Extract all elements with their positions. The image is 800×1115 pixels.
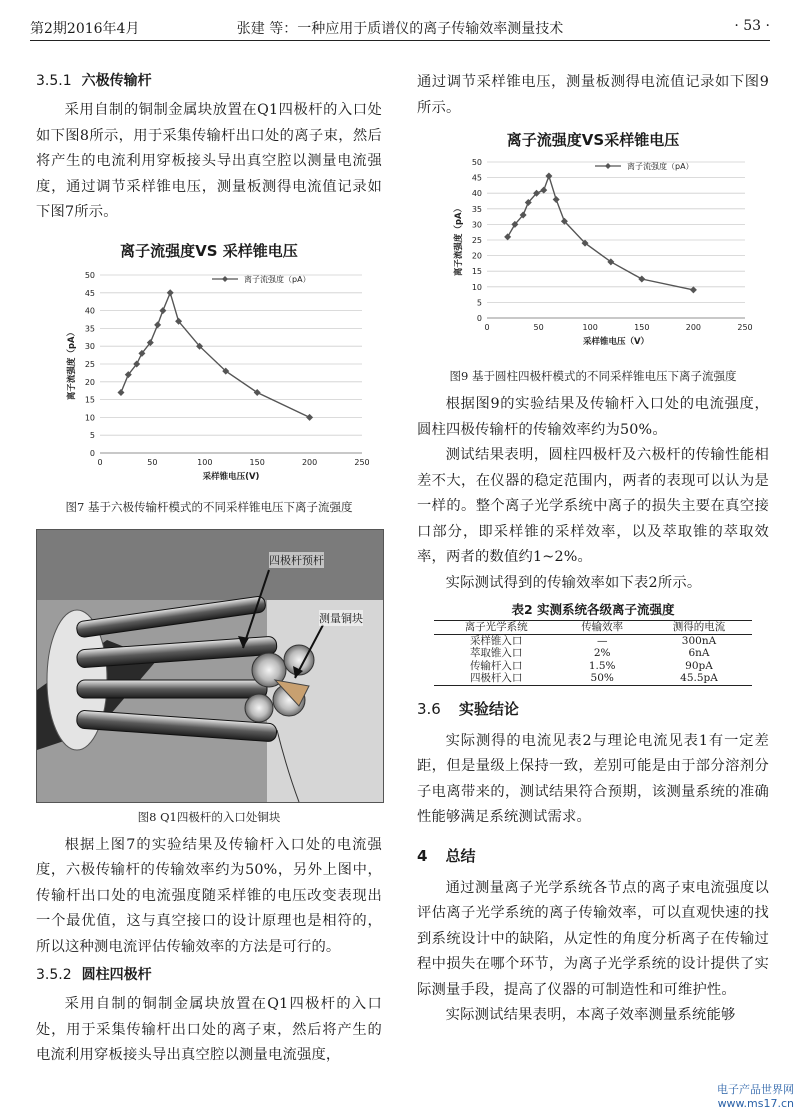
section-number: 4 bbox=[417, 846, 428, 865]
paragraph: 通过测量离子光学系统各节点的离子束电流强度以评估离子光学系统的离子传输效率，可以直观快速的找到系统设计中的缺陷，从定性的角度分析离子在传输过程中损失在哪个环节，为离子光学系统的设计提供了实际测量手段，提高了仪器的可制造性和可维护性。 bbox=[417, 879, 769, 998]
figure-9 bbox=[417, 129, 769, 384]
data-point bbox=[504, 233, 511, 240]
y-tick-label: 5 bbox=[476, 298, 482, 308]
paragraph: 实际测试结果表明，本离子效率测量系统能够 bbox=[445, 1007, 736, 1023]
figure-7 bbox=[36, 240, 382, 515]
watermark-line: 电子产品世界网 bbox=[717, 1083, 794, 1096]
column-header: 离子光学系统 bbox=[464, 621, 528, 633]
x-tick-label: 200 bbox=[685, 323, 702, 332]
data-point bbox=[306, 413, 313, 420]
y-tick-label: 10 bbox=[84, 412, 95, 422]
paragraph: 根据图9的实验结果及传输杆入口处的电流强度，圆柱四极传输杆的传输效率约为50%。 bbox=[417, 396, 769, 438]
x-tick-label: 0 bbox=[484, 323, 490, 332]
paragraph: 测试结果表明，圆柱四极杆及六极杆的传输性能相差不大，在仪器的稳定范围内，两者的表现可以认为是一样的。整个离子光学系统中离子的损失主要在真空接口部分，即采样锥的采样效率，以及萃取锥的萃取效率，两者的数值约1~2%。 bbox=[417, 447, 769, 565]
data-point bbox=[540, 187, 547, 194]
figure-caption: 图8 Q1四极杆的入口处铜块 bbox=[137, 809, 281, 824]
section-heading-3-5-1 bbox=[36, 70, 382, 90]
y-tick-label: 35 bbox=[471, 204, 482, 214]
table-cell: 四极杆入口 bbox=[469, 672, 523, 684]
table-cell: 萃取锥入口 bbox=[469, 647, 523, 659]
section-title: 圆柱四极杆 bbox=[81, 967, 152, 983]
y-tick-label: 25 bbox=[471, 236, 482, 245]
x-tick-label: 0 bbox=[97, 457, 103, 467]
photo-label-rod: 四极杆预杆 bbox=[269, 553, 324, 567]
running-header bbox=[30, 14, 770, 41]
column-header: 测得的电流 bbox=[672, 621, 726, 633]
data-point bbox=[638, 276, 645, 283]
table-header-row bbox=[434, 621, 752, 635]
section-number: 3.5.2 bbox=[36, 967, 72, 983]
column-header: 传输效率 bbox=[581, 621, 624, 633]
legend-marker bbox=[605, 163, 611, 169]
table-cell: — bbox=[596, 634, 608, 647]
data-point bbox=[690, 286, 697, 293]
section-heading-3-5-2 bbox=[36, 964, 382, 984]
data-point bbox=[545, 173, 552, 180]
running-title: 张建 等：一种应用于质谱仪的离子传输效率测量技术 bbox=[236, 21, 564, 37]
table-row bbox=[434, 672, 752, 685]
table-cell: 45.5pA bbox=[680, 672, 718, 684]
y-tick-label: 40 bbox=[84, 306, 95, 316]
figure-9-chart bbox=[417, 150, 769, 360]
section-number: 3.5.1 bbox=[36, 73, 72, 89]
data-point bbox=[117, 388, 124, 395]
section-title: 总结 bbox=[445, 846, 476, 865]
copper-block-photo bbox=[36, 529, 384, 803]
y-tick-label: 5 bbox=[89, 430, 95, 440]
y-tick-label: 0 bbox=[476, 314, 482, 323]
section-title: 实验结论 bbox=[458, 699, 519, 718]
data-point bbox=[553, 196, 560, 203]
x-tick-label: 50 bbox=[533, 323, 544, 332]
y-tick-label: 50 bbox=[84, 270, 95, 280]
y-tick-label: 10 bbox=[471, 282, 482, 292]
section-number: 3.6 bbox=[417, 699, 441, 718]
chart-title: 离子流强度VS 采样锥电压 bbox=[120, 241, 298, 260]
y-tick-label: 0 bbox=[89, 448, 95, 458]
x-tick-label: 200 bbox=[301, 457, 318, 467]
table-cell: 1.5% bbox=[588, 659, 616, 672]
legend-label: 离子流强度（pA） bbox=[627, 162, 694, 171]
section-heading-4 bbox=[417, 845, 769, 866]
photo-illustration bbox=[37, 530, 383, 802]
legend-label: 离子流强度（pA） bbox=[244, 274, 311, 284]
paragraph: 根据上图7的实验结果及传输杆入口处的电流强度，六极传输杆的传输效率约为50%，另外上图中，传输杆出口处的电流强度随采样锥的电压改变表现出一个最优值，这与真空接口的设计原理也是相符的，所以这种测电流评估传输效率的方法是可行的。 bbox=[36, 836, 382, 955]
table-row bbox=[434, 660, 752, 673]
x-tick-label: 150 bbox=[634, 323, 650, 332]
section-heading-3-6 bbox=[417, 698, 769, 719]
x-tick-label: 100 bbox=[582, 323, 598, 332]
table-cell: 采样锥入口 bbox=[469, 634, 523, 647]
section-title: 六极传输杆 bbox=[81, 73, 152, 89]
right-column bbox=[417, 70, 769, 1029]
table-cell: 传输杆入口 bbox=[469, 659, 523, 672]
figure-caption: 图9 基于圆柱四极杆模式的不同采样锥电压下离子流强度 bbox=[449, 369, 737, 383]
y-tick-label: 45 bbox=[84, 288, 95, 298]
table-title: 表2 实测系统各级离子流强度 bbox=[511, 602, 675, 617]
watermark-url: www.ms17.cn bbox=[717, 1097, 794, 1110]
y-tick-label: 25 bbox=[84, 359, 95, 369]
y-tick-label: 45 bbox=[471, 173, 482, 183]
y-tick-label: 30 bbox=[84, 341, 95, 351]
left-column bbox=[36, 66, 382, 1069]
y-tick-label: 15 bbox=[84, 395, 95, 405]
y-axis-label: 离子流强度（pA） bbox=[454, 203, 464, 277]
x-tick-label: 150 bbox=[249, 457, 265, 467]
table-cell: 90pA bbox=[685, 659, 713, 672]
x-axis-label: 采样锥电压（V） bbox=[582, 337, 650, 347]
data-point bbox=[154, 321, 161, 328]
photo-label-block: 测量铜块 bbox=[319, 611, 363, 625]
x-tick-label: 100 bbox=[197, 457, 213, 467]
paragraph: 实际测得的电流见表2与理论电流见表1有一定差距，但是量级上保持一致，差别可能是由于部分溶剂分子电离带来的，测试结果符合预期，该测量系统的准确性能够满足系统测试需求。 bbox=[417, 732, 769, 825]
figure-8 bbox=[36, 529, 382, 825]
y-tick-label: 20 bbox=[84, 377, 95, 387]
paragraph: 通过调节采样锥电压，测量板测得电流值记录如下图9所示。 bbox=[417, 74, 769, 116]
table-cell: 2% bbox=[593, 647, 611, 659]
page-number: · 53 · bbox=[734, 18, 770, 34]
y-tick-label: 15 bbox=[471, 267, 482, 277]
paragraph: 采用自制的铜制金属块放置在Q1四极杆的入口处，用于采集传输杆出口处的离子束，然后将产生的电流利用穿板接头导出真空腔以测量电流强度， bbox=[36, 996, 382, 1063]
paragraph: 实际测试得到的传输效率如下表2所示。 bbox=[445, 574, 702, 591]
y-tick-label: 50 bbox=[471, 158, 482, 167]
table-cell: 50% bbox=[590, 672, 614, 684]
figure-7-chart bbox=[36, 261, 382, 493]
table-row bbox=[434, 647, 752, 660]
data-table bbox=[434, 620, 752, 686]
data-point bbox=[167, 289, 174, 296]
issue-date: 第2期2016年4月 bbox=[30, 21, 140, 37]
table-2 bbox=[417, 600, 769, 686]
x-axis-label: 采样锥电压(V) bbox=[202, 471, 260, 482]
legend-marker bbox=[222, 276, 228, 282]
y-axis-label: 离子流强度（pA） bbox=[67, 327, 77, 400]
table-cell: 300nA bbox=[681, 634, 717, 647]
y-tick-label: 20 bbox=[471, 251, 482, 261]
figure-caption: 图7 基于六极传输杆模式的不同采样锥电压下离子流强度 bbox=[65, 499, 353, 514]
x-tick-label: 250 bbox=[737, 323, 753, 332]
chart-title: 离子流强度VS采样锥电压 bbox=[506, 131, 680, 149]
series-line bbox=[121, 292, 310, 417]
table-row bbox=[434, 634, 752, 647]
table-cell: 6nA bbox=[688, 647, 710, 659]
x-tick-label: 50 bbox=[147, 457, 158, 467]
y-tick-label: 40 bbox=[471, 189, 482, 199]
data-point bbox=[159, 307, 166, 314]
x-tick-label: 250 bbox=[354, 457, 370, 467]
y-tick-label: 35 bbox=[84, 323, 95, 333]
paragraph: 采用自制的铜制金属块放置在Q1四极杆的入口处如下图8所示，用于采集传输杆出口处的离子束，然后将产生的电流利用穿板接头导出真空腔以测量电流强度，通过调节采样锥电压，测量板测得电流值记录如下图7所示。 bbox=[36, 102, 382, 220]
y-tick-label: 30 bbox=[471, 220, 482, 230]
watermark bbox=[717, 1083, 794, 1111]
